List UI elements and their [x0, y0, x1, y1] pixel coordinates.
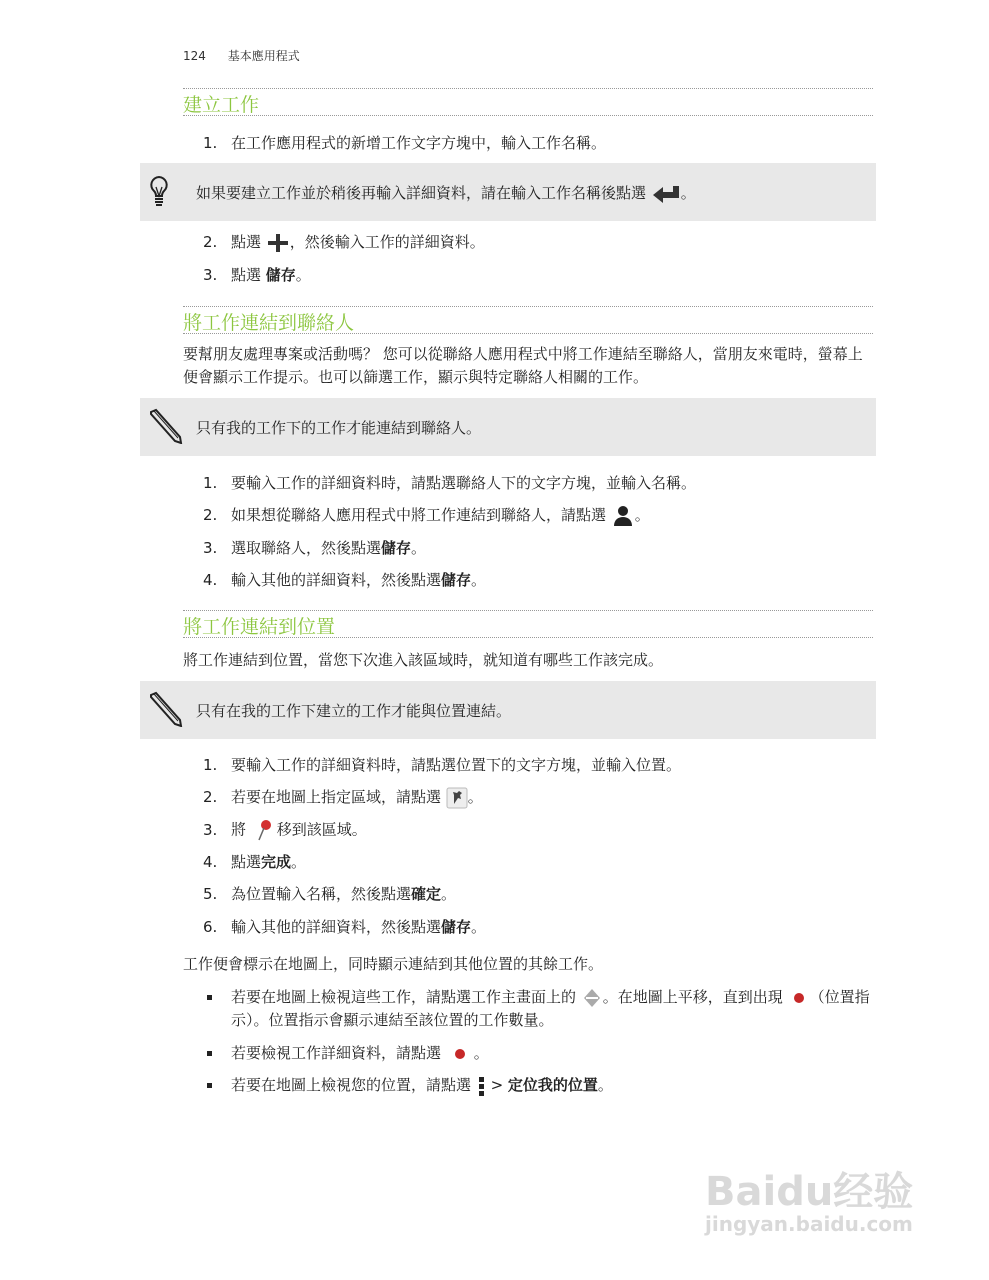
list-item: 1. 要輸入工作的詳細資料時，請點選聯絡人下的文字方塊，並輸入名稱。 [203, 474, 697, 492]
bullet-item: 若要檢視工作詳細資料，請點選 。 [207, 1042, 877, 1065]
watermark-url: jingyan.baidu.com [705, 1212, 913, 1236]
paragraph: 要幫朋友處理專案或活動嗎？ 您可以從聯絡人應用程式中將工作連結至聯絡人，當朋友來電時，螢幕上便會顯示工作提示。也可以篩選工作，顯示與特定聯絡人相關的工作。 [183, 345, 863, 386]
list-item: 2. 點選 ，然後輸入工作的詳細資料。 [203, 233, 485, 251]
red-pushpin-icon [251, 818, 277, 842]
bullet-item: 若要在地圖上檢視這些工作，請點選工作主畫面上的 。在地圖上平移，直到出現 （位置指示）。位置指示會顯示連結至該位置的工作數量。 [207, 986, 877, 1032]
list-item: 4. 點選完成。 [203, 853, 307, 871]
list-item: 1. 在工作應用程式的新增工作文字方塊中，輸入工作名稱。 [203, 134, 607, 152]
menu-icon [476, 1076, 486, 1096]
lightbulb-icon [148, 175, 170, 213]
list-item: 2. 若要在地圖上指定區域，請點選 。 [203, 786, 873, 810]
list-item: 4. 輸入其他的詳細資料，然後點選儲存。 [203, 571, 487, 589]
page-header [183, 47, 300, 64]
page-number: 124 [183, 49, 206, 63]
list-item: 2. 如果想從聯絡人應用程式中將工作連結到聯絡人，請點選 。 [203, 504, 873, 528]
list-item: 3. 將 移到該區域。 [203, 818, 873, 842]
section-heading: 將工作連結到聯絡人 [183, 306, 873, 334]
note-box: 只有我的工作下的工作才能連結到聯絡人。 [140, 398, 876, 456]
paragraph: 將工作連結到位置，當您下次進入該區域時，就知道有哪些工作該完成。 [183, 651, 664, 669]
bullet-item: 若要在地圖上檢視您的位置，請點選 > 定位我的位置。 [207, 1074, 877, 1097]
enter-icon [651, 184, 681, 204]
list-item: 6. 輸入其他的詳細資料，然後點選儲存。 [203, 918, 487, 936]
person-icon [611, 505, 635, 527]
list-item: 3. 選取聯絡人，然後點選儲存。 [203, 539, 427, 557]
map-view-icon [581, 988, 603, 1008]
pencil-icon [148, 691, 184, 731]
section-heading: 將工作連結到位置 [183, 610, 873, 638]
list-item: 3. 點選 儲存。 [203, 266, 311, 284]
plus-icon [266, 233, 290, 253]
section-heading: 建立工作 [183, 88, 873, 116]
watermark-brand: Baidu经验 [705, 1169, 914, 1215]
location-badge-icon [446, 1046, 474, 1062]
location-badge-icon [788, 990, 810, 1006]
list-item: 1. 要輸入工作的詳細資料時，請點選位置下的文字方塊，並輸入位置。 [203, 756, 682, 774]
note-box: 只有在我的工作下建立的工作才能與位置連結。 [140, 681, 876, 739]
list-item: 5. 為位置輸入名稱，然後點選確定。 [203, 885, 457, 903]
pencil-icon [148, 408, 184, 448]
pin-button-icon [446, 787, 468, 809]
paragraph: 工作便會標示在地圖上，同時顯示連結到其他位置的其餘工作。 [183, 955, 604, 973]
tip-box: 如果要建立工作並於稍後再輸入詳細資料，請在輸入工作名稱後點選 。 [140, 163, 876, 221]
chapter-title: 基本應用程式 [227, 49, 300, 63]
